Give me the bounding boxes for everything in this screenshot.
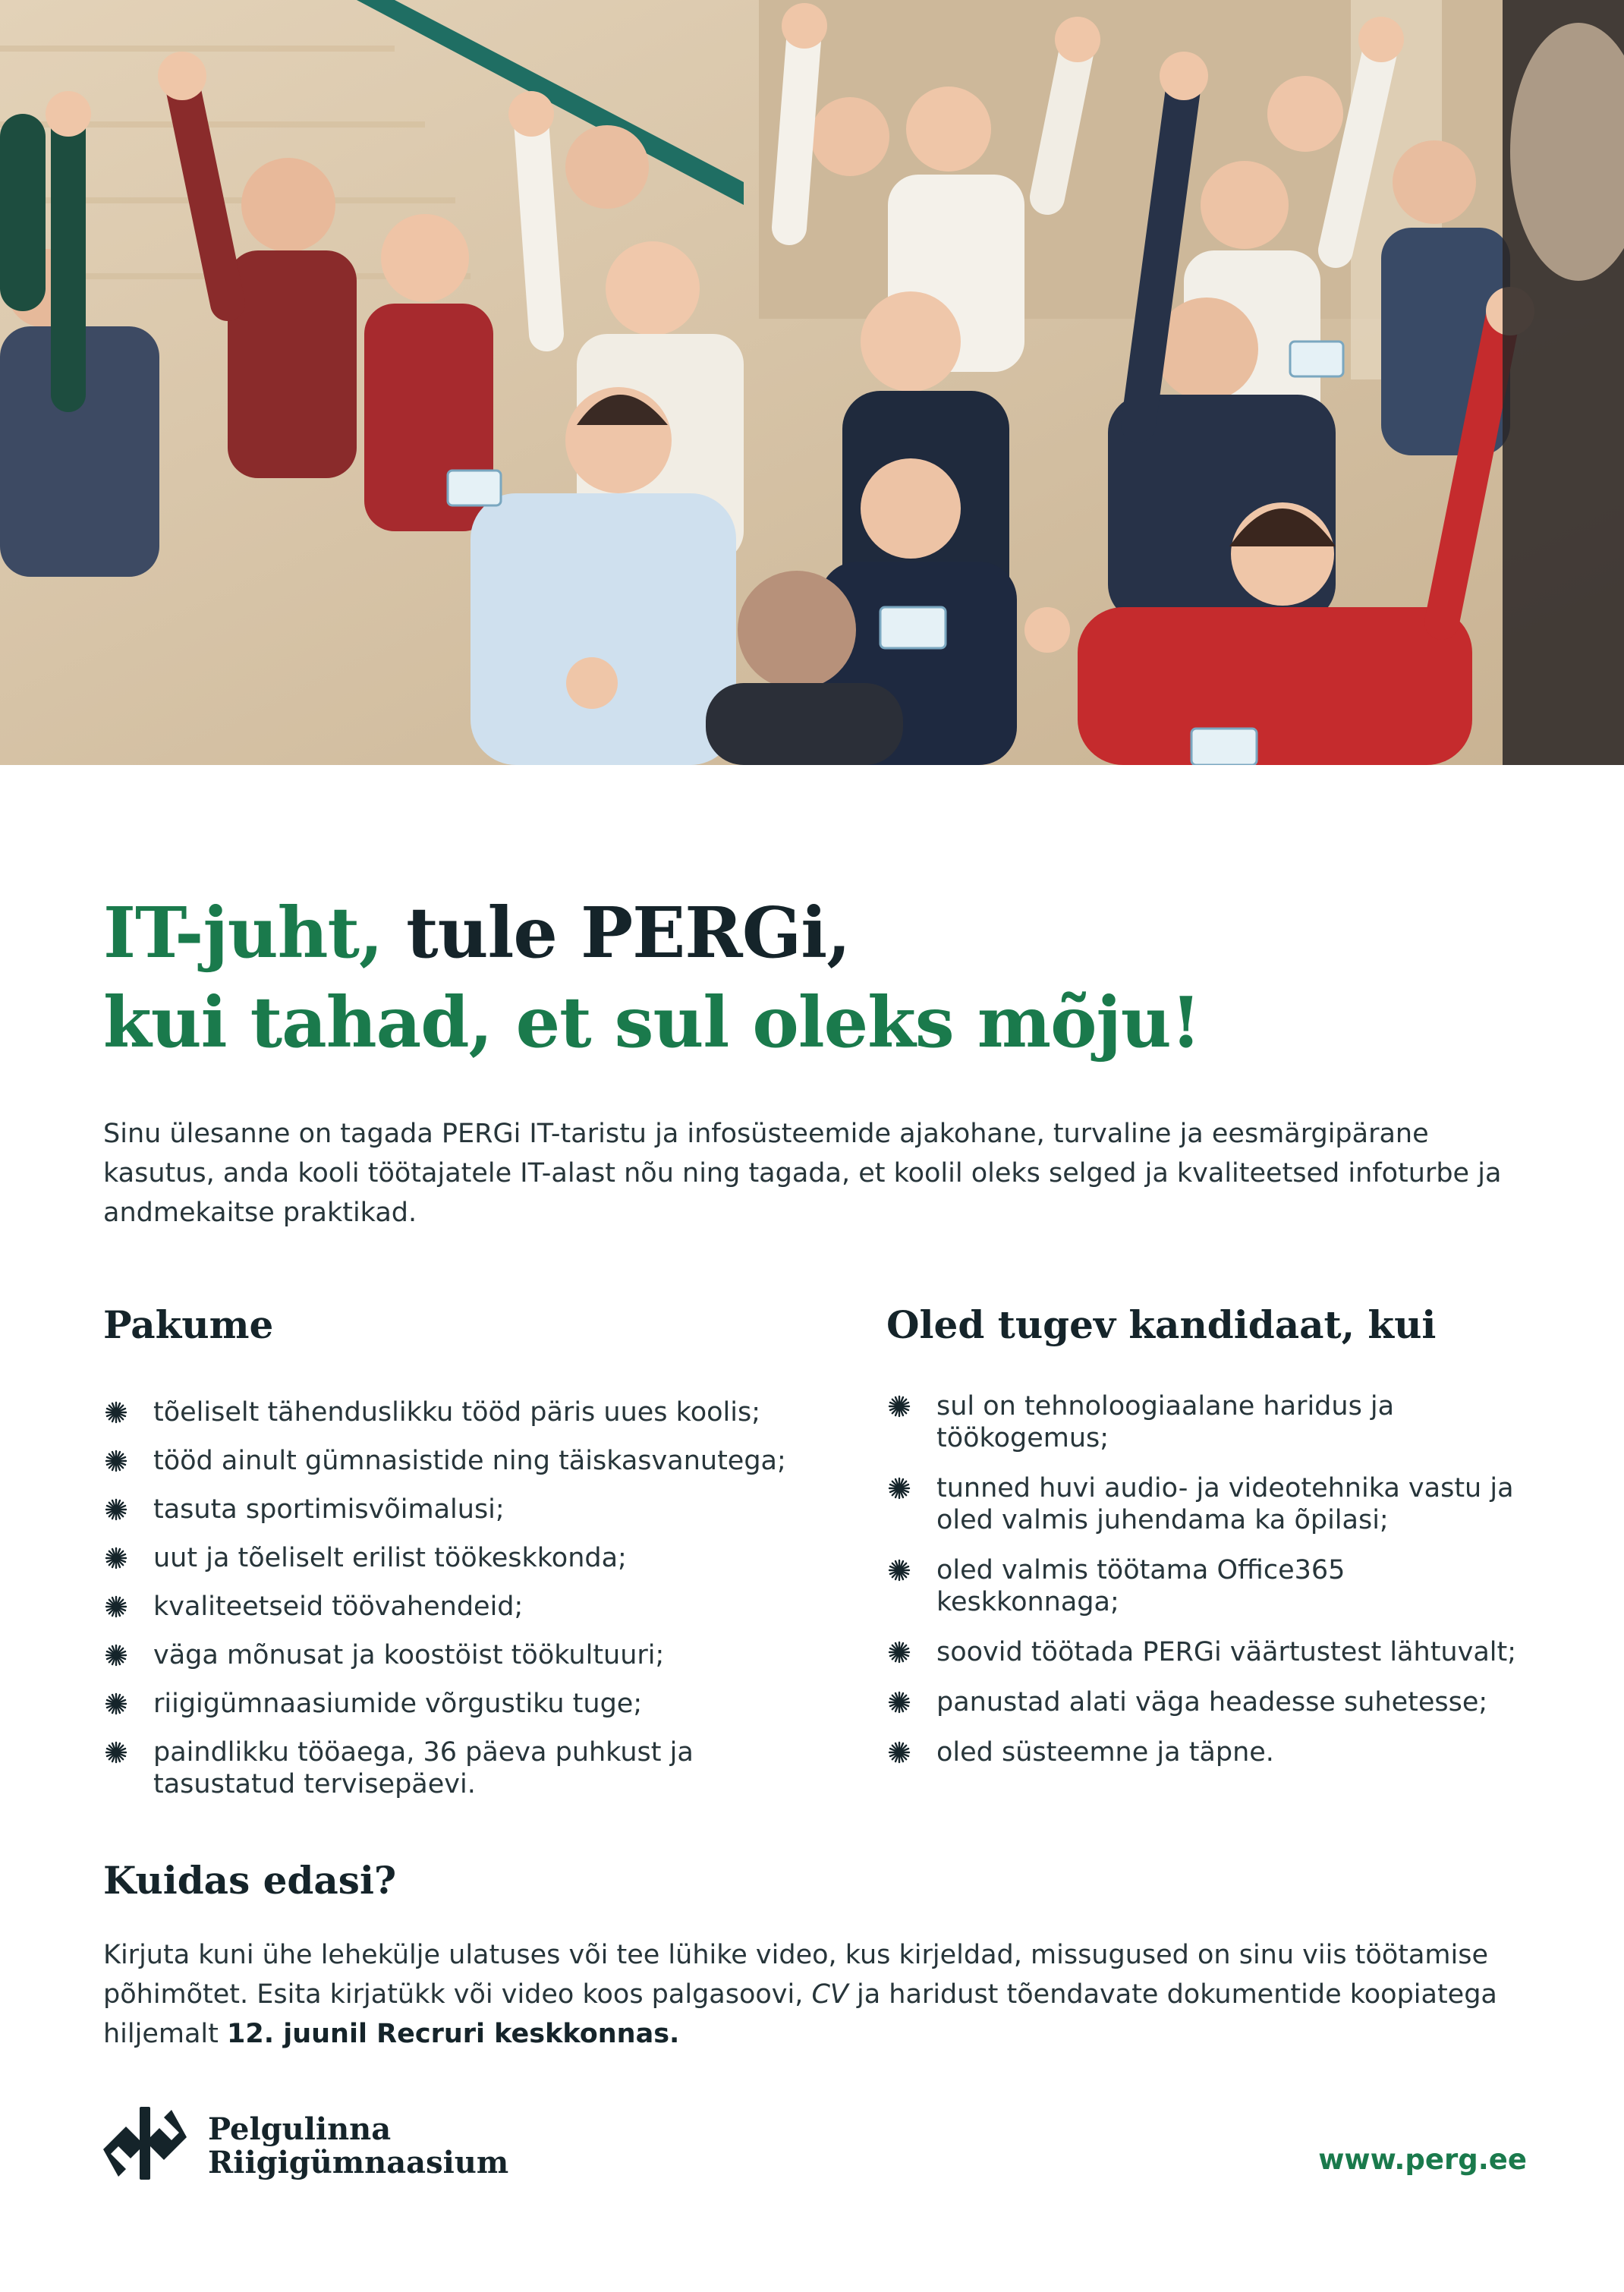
- how-title: Kuidas edasi?: [103, 1858, 397, 1903]
- candidate-item-text: panustad alati väga headesse suhetesse;: [936, 1687, 1488, 1717]
- candidate-item-text: sul on tehnoloogiaalane haridus ja töökogemus;: [936, 1391, 1395, 1453]
- starburst-bullet-icon: [105, 1401, 127, 1424]
- how-text-part1: Kirjuta kuni ühe lehekülje ulatuses või tee lühike video, kus kirjeldad, missugused on sinu viis töötamise põhimõtet. Esita kirjatükk või video koos palgasoovi,: [103, 1940, 1488, 2010]
- offer-item-text: uut ja tõeliselt erilist töökeskkonda;: [153, 1543, 627, 1573]
- headline-impact: kui tahad, et sul oleks mõju!: [103, 981, 1201, 1063]
- candidate-item: [886, 1472, 1524, 1536]
- starburst-bullet-icon: [888, 1395, 911, 1418]
- how-paragraph: [103, 1935, 1545, 2054]
- offer-item-text: tasuta sportimisvõimalusi;: [153, 1494, 505, 1525]
- headline-role: IT-juht,: [103, 892, 383, 974]
- headline: [103, 888, 1201, 1067]
- candidate-item-text: oled valmis töötama Office365 keskkonnaga;: [936, 1555, 1345, 1617]
- starburst-bullet-icon: [105, 1595, 127, 1618]
- offer-item: [103, 1591, 832, 1623]
- starburst-bullet-icon: [105, 1692, 127, 1715]
- candidate-item: [886, 1686, 1524, 1718]
- starburst-bullet-icon: [105, 1450, 127, 1472]
- offer-item: [103, 1494, 832, 1525]
- candidate-list: [886, 1390, 1524, 1787]
- offer-item: [103, 1736, 832, 1800]
- starburst-bullet-icon: [888, 1691, 911, 1714]
- offer-item: [103, 1639, 832, 1671]
- hero-photo: [0, 0, 1624, 765]
- candidate-item: [886, 1736, 1524, 1768]
- school-logo: [97, 2105, 552, 2189]
- starburst-bullet-icon: [105, 1498, 127, 1521]
- offer-item-text: riigigümnaasiumide võrgustiku tuge;: [153, 1689, 643, 1719]
- starburst-bullet-icon: [888, 1559, 911, 1582]
- website-link[interactable]: www.perg.ee: [1318, 2143, 1527, 2176]
- candidate-item: [886, 1554, 1524, 1618]
- offer-item-text: väga mõnusat ja koostöist töökultuuri;: [153, 1640, 665, 1670]
- logo-line1: Pelgulinna: [208, 2111, 392, 2147]
- candidate-item: [886, 1636, 1524, 1668]
- offer-item: [103, 1396, 832, 1428]
- intro-paragraph: Sinu ülesanne on tagada PERGi IT-taristu ja infosüsteemide ajakohane, turvaline ja eesmärgipärane kasutus, anda kooli töötajatele IT-alast nõu ning tagada, et koolil oleks selged ja kvaliteetsed infoturbe ja andmekaitse praktikad.: [103, 1119, 1502, 1228]
- starburst-bullet-icon: [888, 1641, 911, 1664]
- starburst-bullet-icon: [105, 1741, 127, 1764]
- candidate-item-text: oled süsteemne ja täpne.: [936, 1737, 1274, 1768]
- offer-title: Pakume: [103, 1302, 274, 1347]
- perg-logo-icon: [97, 2105, 193, 2181]
- candidate-title: Oled tugev kandidaat, kui: [886, 1302, 1437, 1347]
- offer-item-text: tööd ainult gümnasistide ning täiskasvanutega;: [153, 1446, 786, 1476]
- headline-invite: tule PERGi,: [382, 892, 851, 974]
- starburst-bullet-icon: [888, 1741, 911, 1764]
- logo-wordmark: [208, 2113, 508, 2180]
- offer-item-text: kvaliteetseid töövahendeid;: [153, 1591, 524, 1622]
- candidate-item-text: tunned huvi audio- ja videotehnika vastu ja oled valmis juhendama ka õpilasi;: [936, 1473, 1514, 1535]
- offer-item-text: paindlikku tööaega, 36 päeva puhkust ja tasustatud tervisepäevi.: [153, 1737, 694, 1799]
- starburst-bullet-icon: [105, 1547, 127, 1569]
- deadline-text: 12. juunil Recruri keskkonnas.: [227, 2019, 680, 2049]
- how-text-part2: ja haridust tõendavate dokumentide koopiatega hiljemalt: [103, 1979, 1497, 2049]
- candidate-item: [886, 1390, 1524, 1454]
- offer-item: [103, 1688, 832, 1720]
- how-text-cv: CV: [811, 1979, 848, 2010]
- offer-list: [103, 1396, 832, 1817]
- starburst-bullet-icon: [105, 1644, 127, 1667]
- offer-item: [103, 1542, 832, 1574]
- logo-line2: Riigigümnaasium: [208, 2145, 509, 2180]
- group-photo-illustration: [0, 0, 1624, 765]
- starburst-bullet-icon: [888, 1477, 911, 1500]
- offer-item: [103, 1445, 832, 1477]
- offer-item-text: tõeliselt tähenduslikku tööd päris uues koolis;: [153, 1397, 760, 1428]
- candidate-item-text: soovid töötada PERGi väärtustest lähtuvalt;: [936, 1637, 1517, 1667]
